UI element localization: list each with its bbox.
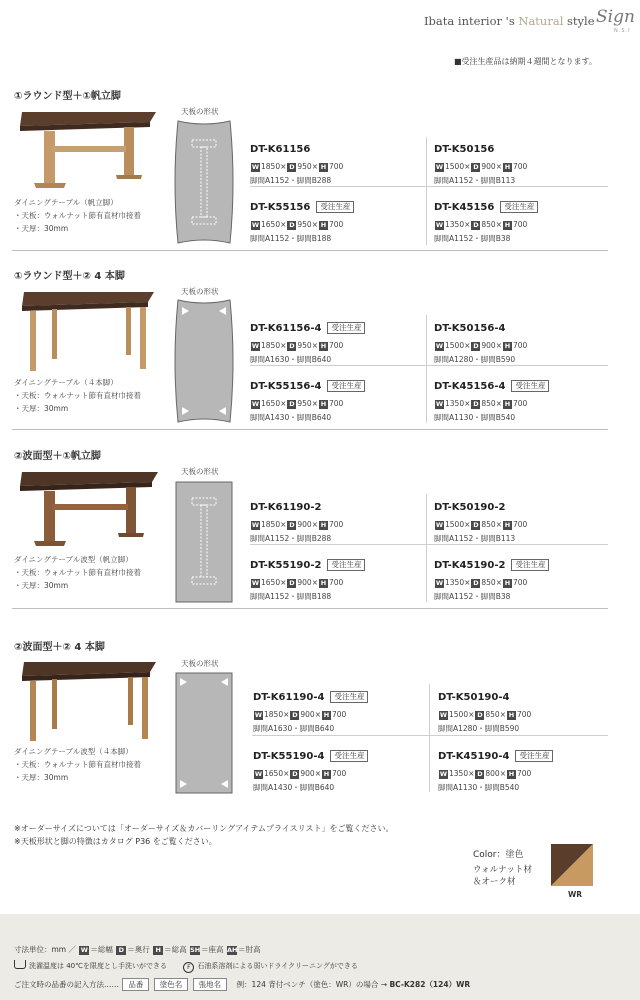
hand-wash-icon	[14, 960, 26, 969]
leg-spacing: 脚間A1152・脚間B288	[250, 534, 332, 543]
section-divider	[12, 608, 608, 609]
leg-spacing: 脚間A1152・脚間B288	[250, 176, 332, 185]
table-photo-round-4-leg	[18, 284, 158, 374]
product-code: DT-K55190-2	[250, 560, 322, 571]
product-dimensions: W 1850× D 950× H 700	[251, 341, 344, 350]
product-description: ダイニングテーブル（４本脚） ・天板：ウォルナット節有直材巾接着 ・天厚：30mm	[14, 378, 142, 413]
product-code: DT-K55156-4	[250, 381, 322, 392]
product-dimensions: W 1350× D 850× H 700	[435, 578, 528, 587]
product-dimensions: W 1850× D 900× H 700	[251, 520, 344, 529]
made-to-order-badge: 受注生産	[327, 380, 365, 392]
top-shape-label: 天板の形状	[181, 467, 219, 476]
product-dimensions: W 1650× D 950× H 700	[251, 399, 344, 408]
leg-spacing: 脚間A1430・脚間B640	[253, 783, 335, 792]
product-item	[434, 137, 527, 186]
top-shape-label: 天板の形状	[181, 287, 219, 296]
product-dimensions: W 1500× D 850× H 700	[439, 710, 532, 719]
footnotes	[14, 822, 394, 848]
product-code: DT-K61156-4	[250, 323, 322, 334]
section-title: ①ラウンド型＋② 4 本脚	[14, 271, 125, 282]
table-photo-wave-4-leg	[18, 656, 160, 744]
made-to-order-badge: 受注生産	[327, 322, 365, 334]
product-item	[434, 195, 538, 244]
made-to-order-badge: 受注生産	[515, 750, 553, 762]
product-dimensions: W 1500× D 900× H 700	[435, 341, 528, 350]
row-divider	[250, 544, 608, 545]
product-dimensions: W 1350× D 850× H 700	[435, 399, 528, 408]
section-title: ①ラウンド型＋①帆立脚	[14, 91, 121, 102]
product-item	[250, 495, 343, 544]
section-title: ②波面型＋①帆立脚	[14, 451, 101, 462]
leg-spacing: 脚間A1430・脚間B640	[250, 413, 332, 422]
product-dimensions: W 1500× D 900× H 700	[435, 162, 528, 171]
product-dimensions: W 1850× D 950× H 700	[251, 162, 344, 171]
made-to-order-badge: 受注生産	[316, 201, 354, 213]
leg-spacing: 脚間A1130・脚間B540	[434, 413, 516, 422]
product-dimensions: W 1850× D 900× H 700	[254, 710, 347, 719]
leg-spacing: 脚間A1130・脚間B540	[438, 783, 520, 792]
column-divider	[426, 137, 427, 245]
made-to-order-badge: 受注生産	[511, 380, 549, 392]
product-item	[434, 495, 527, 544]
leg-spacing: 脚間A1280・脚間B590	[434, 355, 516, 364]
product-item	[438, 744, 553, 793]
section-divider	[12, 250, 608, 251]
table-photo-round-panel-leg	[16, 104, 160, 190]
column-divider	[429, 684, 430, 792]
top-shape-label: 天板の形状	[181, 107, 219, 116]
tabletop-shape-diagram	[172, 669, 236, 797]
leg-spacing: 脚間A1152・脚間B38	[434, 592, 511, 601]
product-code: DT-K45156	[434, 202, 495, 213]
footnote: ※天板形状と脚の特徴はカタログ P36 をご覧ください。	[14, 837, 217, 846]
product-code: DT-K45190-2	[434, 560, 506, 571]
top-shape-label: 天板の形状	[181, 659, 219, 668]
made-to-order-badge: 受注生産	[330, 691, 368, 703]
product-item	[250, 374, 365, 423]
lead-time-notice: ■受注生産品は納期４週間となります。	[454, 57, 597, 66]
brand-logo: Sign	[596, 7, 635, 27]
product-code: DT-K61190-4	[253, 692, 325, 703]
section-divider	[12, 429, 608, 430]
section-title: ②波面型＋② 4 本脚	[14, 642, 105, 653]
product-code: DT-K50190-2	[434, 502, 506, 513]
product-description: ダイニングテーブル（帆立脚） ・天板：ウォルナット節有直材巾接着 ・天厚：30mm	[14, 198, 142, 233]
color-label: Color：塗色	[473, 850, 524, 860]
brand-title: Ibata interior 's Natural style	[424, 14, 595, 28]
column-divider	[426, 315, 427, 423]
dry-clean-icon: F	[183, 962, 194, 973]
product-dimensions: W 1650× D 950× H 700	[251, 220, 344, 229]
product-code: DT-K50156	[434, 144, 495, 155]
product-item	[438, 685, 531, 734]
row-divider	[252, 735, 608, 736]
leg-spacing: 脚間A1630・脚間B640	[253, 724, 335, 733]
footnote: ※オーダーサイズについては「オーダーサイズ＆カバーリングアイテムプライスリスト」をご覧ください。	[14, 824, 394, 833]
product-code: DT-K50190-4	[438, 692, 510, 703]
product-item	[434, 553, 549, 602]
brand-logo-sub: N.S.I	[614, 28, 631, 34]
product-description: ダイニングテーブル波型（４本脚） ・天板：ウォルナット節有直材巾接着 ・天厚：30mm	[14, 747, 142, 782]
order-instructions: ご注文時の品番の記入方法…… 品番 塗色名 張地名 例：124 背付ベンチ（塗色：WR）の場合 → BC-K282（124）WR	[14, 980, 471, 989]
row-divider	[250, 365, 608, 366]
product-code: DT-K50156-4	[434, 323, 506, 334]
made-to-order-badge: 受注生産	[511, 559, 549, 571]
made-to-order-badge: 受注生産	[327, 559, 365, 571]
product-item	[250, 195, 354, 244]
product-item	[434, 374, 549, 423]
tabletop-shape-diagram	[172, 118, 236, 246]
made-to-order-badge: 受注生産	[330, 750, 368, 762]
leg-spacing: 脚間A1152・脚間B38	[434, 234, 511, 243]
product-dimensions: W 1650× D 900× H 700	[254, 769, 347, 778]
dimension-legend: 寸法単位：mm ／ W ＝総幅 D ＝奥行 H ＝総高 SH＝座高 AH＝肘高	[14, 945, 261, 954]
product-dimensions: W 1500× D 850× H 700	[435, 520, 528, 529]
leg-spacing: 脚間A1280・脚間B590	[438, 724, 520, 733]
leg-spacing: 脚間A1152・脚間B113	[434, 534, 516, 543]
product-item	[253, 744, 368, 793]
product-item	[250, 137, 343, 186]
product-dimensions: W 1350× D 850× H 700	[435, 220, 528, 229]
product-dimensions: W 1650× D 900× H 700	[251, 578, 344, 587]
made-to-order-badge: 受注生産	[500, 201, 538, 213]
leg-spacing: 脚間A1152・脚間B113	[434, 176, 516, 185]
table-photo-wave-panel-leg	[16, 466, 162, 552]
product-code: DT-K45190-4	[438, 751, 510, 762]
product-description: ダイニングテーブル波型（帆立脚） ・天板：ウォルナット節有直材巾接着 ・天厚：30mm	[14, 555, 142, 590]
row-divider	[250, 186, 608, 187]
color-swatch-wr	[551, 844, 593, 886]
column-divider	[426, 494, 427, 602]
product-item	[434, 316, 527, 365]
product-code: DT-K55156	[250, 202, 311, 213]
product-dimensions: W 1350× D 800× H 700	[439, 769, 532, 778]
leg-spacing: 脚間A1152・脚間B188	[250, 234, 332, 243]
product-code: DT-K61156	[250, 144, 311, 155]
product-code: DT-K55190-4	[253, 751, 325, 762]
tabletop-shape-diagram	[172, 297, 236, 425]
leg-spacing: 脚間A1152・脚間B188	[250, 592, 332, 601]
color-name: ウォルナット材 ＆オーク材	[473, 865, 532, 887]
product-item	[250, 553, 365, 602]
color-swatch-code: WR	[568, 890, 583, 899]
care-instructions: 洗濯温度は 40℃を限度とし手洗いができる F 石油系溶剤による弱いドライクリーニングができる	[14, 960, 358, 973]
product-item	[253, 685, 368, 734]
product-item	[250, 316, 365, 365]
tabletop-shape-diagram	[172, 478, 236, 606]
product-code: DT-K45156-4	[434, 381, 506, 392]
leg-spacing: 脚間A1630・脚間B640	[250, 355, 332, 364]
product-code: DT-K61190-2	[250, 502, 322, 513]
